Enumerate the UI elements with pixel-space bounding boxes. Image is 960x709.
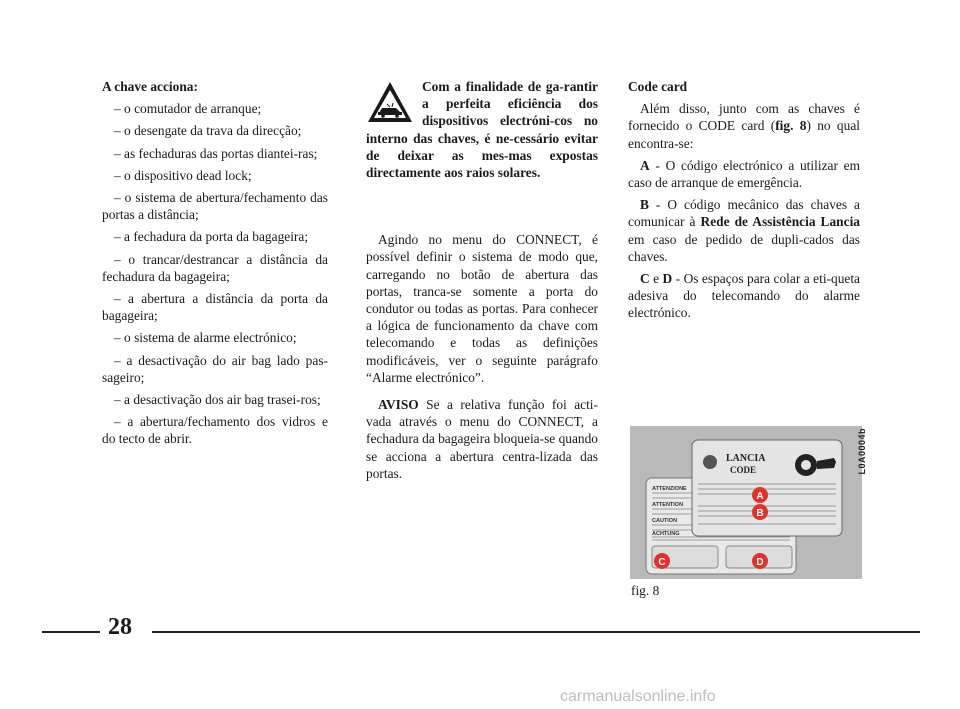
footer-rule-right [152,631,920,633]
list-item: – o comutador de arranque; [114,101,262,117]
marker-b: B [756,508,764,519]
item-a [628,157,860,191]
list-item: – a desactivação do air bag lado pas-sageiro; [102,352,328,385]
column-3 [628,78,860,327]
card-title: CODE [730,465,757,475]
list-item: – a abertura a distância da porta da bagageira; [102,291,328,324]
label-d: D [662,271,673,287]
column-2 [366,78,598,487]
label-b: B [640,197,649,213]
warning-sun-car-icon [366,80,414,124]
code-card-figure [630,426,862,579]
list-item: – o dispositivo dead lock; [114,167,252,183]
list-item: – a desactivação dos air bag trasei-ros; [114,392,321,408]
aviso-paragraph [366,396,598,482]
code-card-heading: Code card [628,79,688,94]
marker-d: D [756,557,764,568]
lancia-shield-icon [703,455,717,469]
column-1 [102,78,328,453]
fig-ref: fig. 8 [775,118,807,134]
text-b-end: em caso de pedido de dupli-cados das chaves. [628,231,860,264]
list-item: – o desengate da trava da direcção; [114,123,302,139]
code-card-intro [628,100,860,152]
list-item: – o trancar/destrancar a distância da fechadura da bagageira; [102,251,328,284]
label-a: A [640,157,650,173]
list-item: – as fechaduras das portas diantei-ras; [114,145,318,161]
list-item: – a fechadura da porta da bagageira; [114,229,309,245]
text-a: - O código electrónico a utilizar em caso de arranque de emergência. [628,157,860,191]
text-cd: - Os espaços para colar a eti-queta adesiva do telecomando do alarme electrónico. [628,271,861,321]
page-number: 28 [108,614,132,640]
footer-rule-left [42,631,100,633]
warning-block [366,78,598,181]
figure-code: L0A0004b [857,428,867,475]
list-item: – a abertura/fechamento dos vidros e do tecto de abrir. [102,414,328,447]
list-item: – o sistema de abertura/fechamento das portas a distância; [102,190,328,223]
watermark: carmanualsonline.info [560,688,716,705]
warning-text: Com a finalidade de ga-rantir a perfeita eficiência dos dispositivos electróni-cos no interno das chaves, é ne-cessário evitar de deixar as mes-mas expostas directamente aos raios solares. [366,79,598,181]
intro-text: Além disso, junto com as chaves é fornecido o CODE card ( [628,101,860,134]
attention-label: ATTENTION [652,502,684,508]
text-and: e [649,271,663,287]
code-card-illustration [630,426,862,579]
text-b: - O código mecânico das chaves a comunicar à [628,197,860,230]
attenzione-label: ATTENZIONE [652,486,687,492]
list-item: – o sistema de alarme electrónico; [114,330,297,346]
card-brand: LANCIA [726,453,766,464]
achtung-label: ACHTUNG [652,531,680,537]
key-functions-heading: A chave acciona: [102,79,198,94]
connect-menu-paragraph: Agindo no menu do CONNECT, é possível definir o sistema de modo que, carregando no botão de abertura das portas, tranca-se somente a porta do condutor ou todas as portas. Para conhecer a lógica de funcionamento da chave com telecomando e todas as definições modificáveis, ver o seguinte parágrafo “Alarme electrónico”. [366,232,598,385]
marker-a: A [756,491,764,502]
intro-text-end: ) no qual encontra-se: [628,118,860,151]
item-b [628,196,860,265]
label-c: C [640,271,650,287]
caution-label: CAUTION [652,518,678,524]
aviso-text: Se a relativa função foi acti-vada através o menu do CONNECT, a fechadura da bagageira bloqueia-se quando se acciona a abertura centra-lizada das portas. [366,397,598,481]
marker-c: C [658,557,666,568]
aviso-label: AVISO [378,397,419,413]
rede-assistencia: Rede de Assistência Lancia [700,214,860,230]
item-cd [628,270,860,322]
figure-caption: fig. 8 [631,583,660,598]
